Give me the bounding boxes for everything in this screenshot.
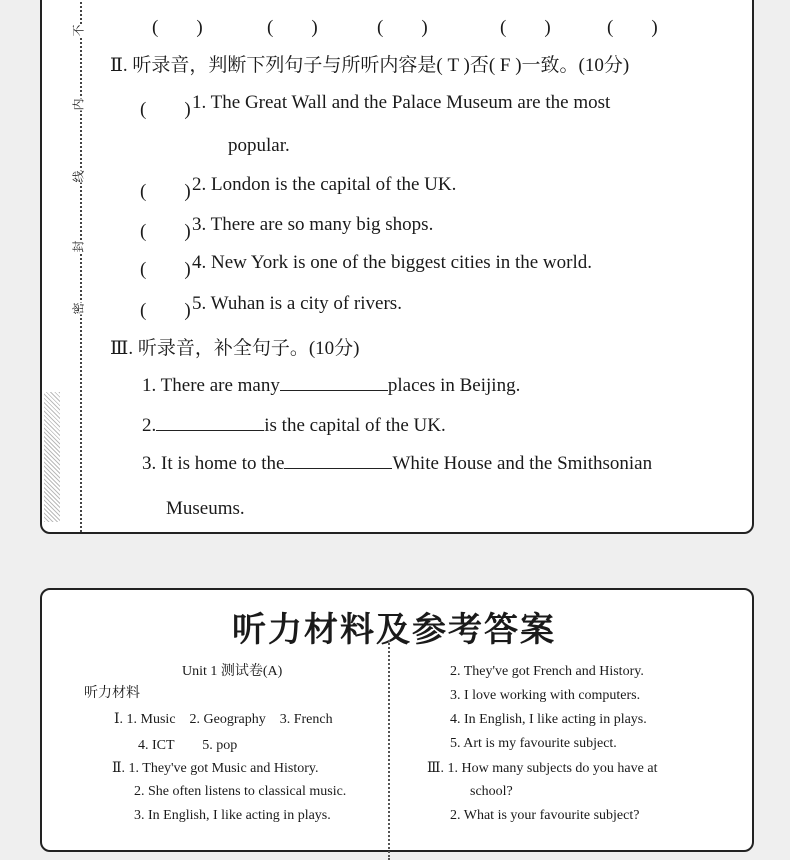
- column-divider: [388, 640, 390, 860]
- section-heading: Ⅲ. 听录音，补全句子。(10分): [110, 338, 360, 359]
- exam-page-card: [40, 0, 754, 534]
- question-text: 5. Wuhan is a city of rivers.: [192, 293, 402, 314]
- fill-question: [142, 374, 520, 397]
- answer-paren: ( ): [152, 17, 203, 38]
- question-text-cont: popular.: [228, 135, 290, 156]
- answer-blank[interactable]: [280, 374, 388, 391]
- binding-char: 封: [71, 240, 86, 253]
- answer-paren: ( ): [140, 300, 191, 321]
- question-text: 2. London is the capital of the UK.: [192, 174, 457, 195]
- question-text: 1. The Great Wall and the Palace Museum are the most: [192, 92, 611, 113]
- answer-line: 3. I love working with computers.: [450, 688, 641, 703]
- question-text-cont: Museums.: [166, 498, 245, 519]
- fill-question: [142, 414, 446, 437]
- answer-paren: ( ): [140, 181, 191, 202]
- unit-label: Unit 1 测试卷(A): [182, 664, 283, 679]
- question-text: 2.: [142, 415, 157, 436]
- answer-paren: ( ): [607, 17, 658, 38]
- question-text: places in Beijing.: [387, 375, 521, 396]
- binding-char: 线: [71, 170, 86, 183]
- binding-line: [80, 0, 82, 532]
- halftone-pattern: [44, 392, 60, 522]
- answer-paren: ( ): [140, 221, 191, 242]
- answer-blank[interactable]: [284, 452, 392, 469]
- answer-paren: ( ): [267, 17, 318, 38]
- answer-line: Ⅱ. 1. They've got Music and History.: [112, 761, 319, 776]
- answer-line: Ⅲ. 1. How many subjects do you have at: [427, 761, 658, 776]
- answer-blank[interactable]: [156, 414, 264, 431]
- answer-line: 2. They've got French and History.: [450, 664, 644, 679]
- answer-line: 4. ICT 5. pop: [138, 738, 238, 753]
- answer-line: 4. In English, I like acting in plays.: [450, 712, 647, 727]
- question-text: 3. It is home to the: [142, 453, 285, 474]
- answer-line: Ⅰ. 1. Music 2. Geography 3. French: [114, 712, 333, 727]
- binding-char: 不: [71, 24, 86, 37]
- binding-char: 密: [71, 302, 86, 315]
- question-text: 3. There are so many big shops.: [192, 214, 434, 235]
- question-text: is the capital of the UK.: [264, 415, 446, 436]
- answer-paren: ( ): [140, 259, 191, 280]
- answer-paren: ( ): [140, 99, 191, 120]
- answer-key-card: [40, 588, 754, 852]
- subheading: 听力材料: [84, 686, 140, 701]
- answer-paren: ( ): [377, 17, 428, 38]
- answer-line: 3. In English, I like acting in plays.: [134, 808, 331, 823]
- answer-line: 2. She often listens to classical music.: [134, 784, 347, 799]
- question-text: White House and the Smithsonian: [392, 453, 653, 474]
- answer-line: school?: [470, 784, 513, 799]
- section-heading: Ⅱ. 听录音，判断下列句子与所听内容是( T )否( F )一致。(10分): [110, 55, 630, 76]
- question-text: 4. New York is one of the biggest cities in the world.: [192, 252, 593, 273]
- answer-key-title: 听力材料及参考答案: [232, 612, 556, 649]
- question-text: 1. There are many: [142, 375, 280, 396]
- fill-question: [142, 452, 652, 475]
- answer-line: 2. What is your favourite subject?: [450, 808, 640, 823]
- binding-char: 内: [71, 98, 86, 111]
- answer-line: 5. Art is my favourite subject.: [450, 736, 617, 751]
- answer-paren: ( ): [500, 17, 551, 38]
